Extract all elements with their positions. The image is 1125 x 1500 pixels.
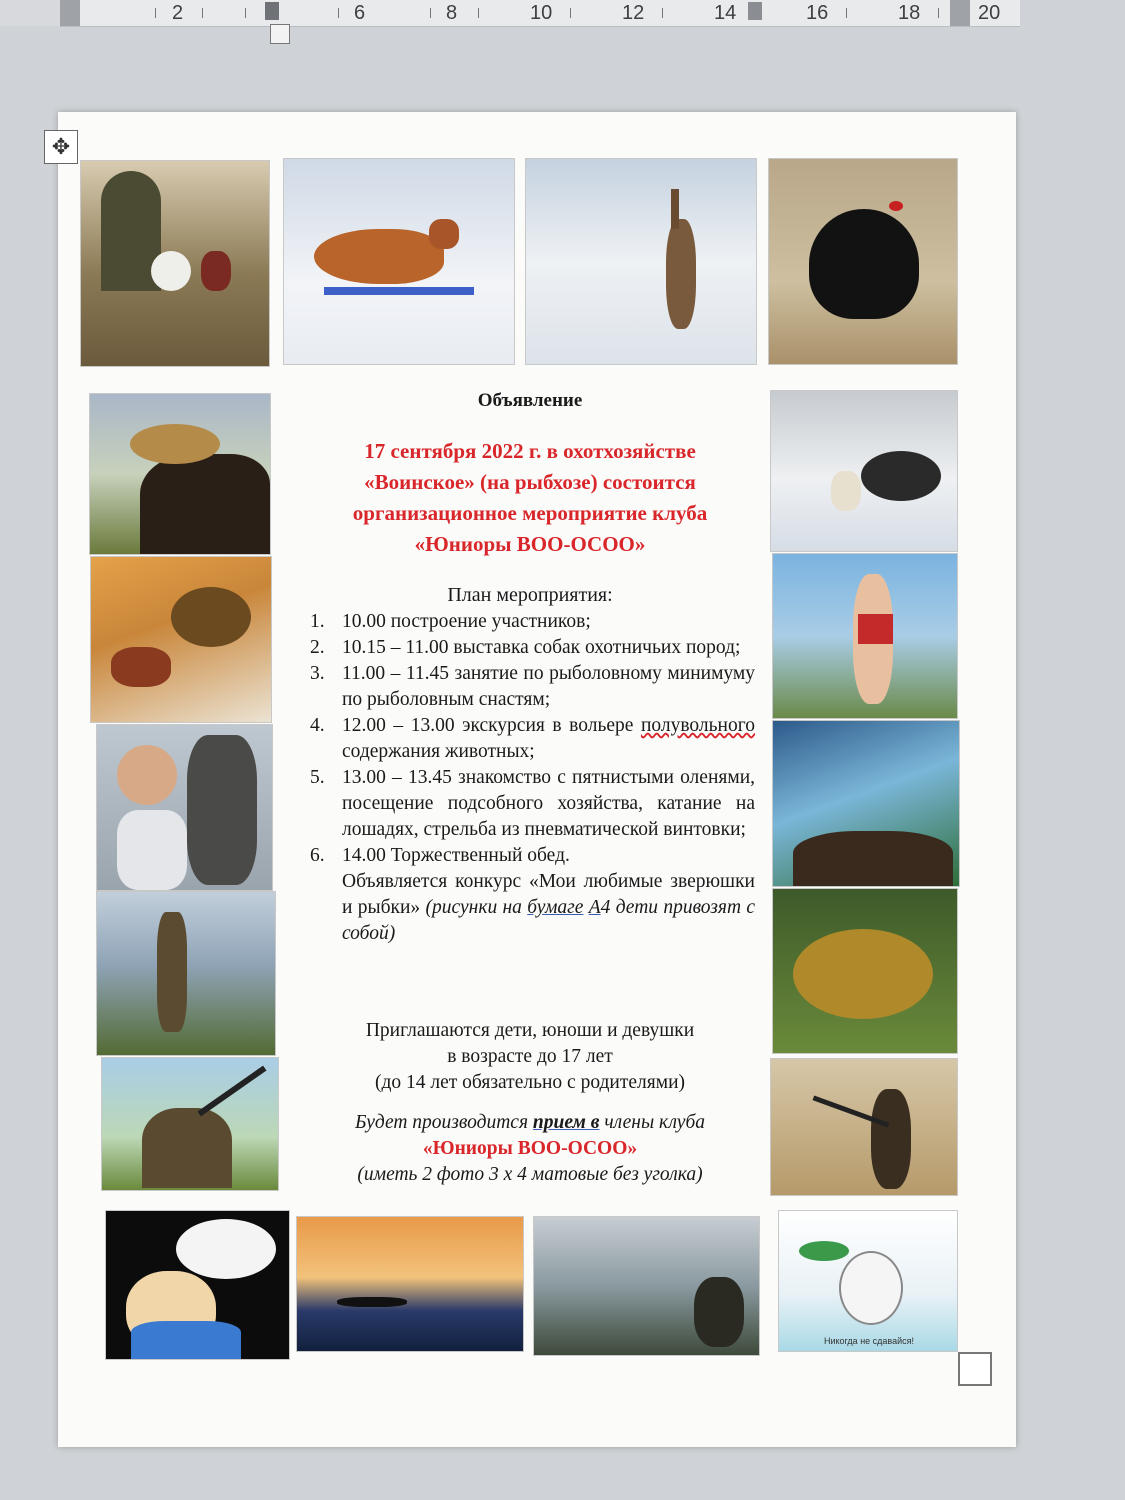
ruler-tick xyxy=(478,8,479,18)
announcement-line: «Юниоры ВОО-ОСОО» xyxy=(414,532,646,556)
plan-item-number: 2. xyxy=(310,637,325,658)
document-heading: Объявление xyxy=(477,390,583,411)
plan-item xyxy=(310,843,755,947)
invite-line: (до 14 лет обязательно с родителями) xyxy=(374,1072,686,1093)
table-move-handle-icon[interactable]: ✥ xyxy=(44,130,78,164)
photo-woman-hunter xyxy=(770,1058,958,1196)
ruler-number: 2 xyxy=(172,2,184,24)
plan-item xyxy=(310,609,755,635)
grammar-word[interactable]: бумаге xyxy=(527,897,584,918)
ruler-number: 8 xyxy=(446,2,458,24)
announcement-line: 17 сентября 2022 г. в охотхозяйстве xyxy=(364,439,696,463)
ruler-number: 14 xyxy=(714,2,737,24)
plan-item-text: 10.15 – 11.00 выставка собак охотничьих пород; xyxy=(342,637,741,658)
invite-line: в возрасте до 17 лет xyxy=(447,1046,613,1067)
photo-river-angler xyxy=(533,1216,760,1356)
photo-requirement: (иметь 2 фото 3 х 4 матовые без уголка) xyxy=(357,1164,703,1185)
ruler-tick xyxy=(338,8,339,18)
membership-text: Будет производится xyxy=(354,1112,533,1133)
ruler-tick xyxy=(155,8,156,18)
photo-boy-with-dog xyxy=(96,724,273,891)
photo-black-grouse xyxy=(768,158,958,365)
horizontal-ruler[interactable] xyxy=(60,0,1020,27)
plan-list xyxy=(310,609,755,947)
ruler-tick xyxy=(202,8,203,18)
ruler-tick xyxy=(662,8,663,18)
ruler-margin-right xyxy=(950,0,970,26)
photo-angler-rocks xyxy=(772,720,960,887)
photo-hunter-shooting xyxy=(101,1057,279,1191)
indent-marker-right[interactable] xyxy=(748,2,762,20)
membership-line xyxy=(290,1110,770,1136)
plan-item-text xyxy=(342,843,755,947)
ruler-tick xyxy=(245,8,246,18)
ruler-tick xyxy=(570,8,571,18)
photo-geese-dog xyxy=(770,390,958,552)
ruler-tick xyxy=(846,8,847,18)
plan-item-number: 5. xyxy=(310,767,325,788)
plan-item-number: 3. xyxy=(310,663,325,684)
plan-item-text-part: содержания животных; xyxy=(342,741,535,762)
plan-item xyxy=(310,713,755,765)
photo-fox xyxy=(283,158,515,365)
plan-item-number: 6. xyxy=(310,845,325,866)
grammar-word[interactable]: А xyxy=(588,897,601,918)
plan-item-number: 1. xyxy=(310,611,325,632)
invite-line: Приглашаются дети, юноши и девушки xyxy=(365,1020,695,1041)
hanging-indent-marker[interactable] xyxy=(270,24,290,44)
photo-cartoon-heron xyxy=(778,1210,958,1352)
photo-sunset-boat xyxy=(296,1216,524,1352)
plan-item xyxy=(310,635,755,661)
announcement-block xyxy=(280,436,780,560)
contest-note-part: (рисунки на xyxy=(425,897,528,918)
grammar-phrase[interactable]: прием в xyxy=(532,1112,600,1133)
photo-hunt-riders xyxy=(80,160,270,367)
plan-title: План мероприятия: xyxy=(447,584,613,606)
membership-block xyxy=(290,1110,770,1188)
indent-marker-left[interactable] xyxy=(265,2,279,20)
photo-carp-fish xyxy=(772,888,958,1054)
photo-fisherman-lake xyxy=(96,891,276,1056)
plan-item-text-part: 14.00 Торжественный обед. xyxy=(342,845,570,866)
ruler-number: 18 xyxy=(898,2,921,24)
plan-item-number: 4. xyxy=(310,715,325,736)
plan-item-text-part: 12.00 – 13.00 экскурсия в вольере xyxy=(342,715,641,736)
photo-girl-fishing xyxy=(772,553,958,719)
invite-block xyxy=(290,1018,770,1096)
ruler-margin-left xyxy=(60,0,80,26)
photo-cartoon-dreaming-fisher xyxy=(105,1210,290,1360)
announcement-line: «Воинское» (на рыбхозе) состоится xyxy=(364,470,696,494)
ruler-number: 16 xyxy=(806,2,829,24)
plan-item xyxy=(310,661,755,713)
plan-item-text: 13.00 – 13.45 знакомство с пятнистыми оленями, посещение подсобного хозяйства, катание на лошадях, стрельба из пневматической винтовки; xyxy=(342,767,755,840)
ruler-number: 10 xyxy=(530,2,553,24)
photo-pheasant-dog xyxy=(90,556,272,723)
photo-moose xyxy=(89,393,271,555)
plan-item-text: 11.00 – 11.45 занятие по рыболовному минимуму по рыболовным снастям; xyxy=(342,663,755,710)
plan-item xyxy=(310,765,755,843)
ruler-number: 6 xyxy=(354,2,366,24)
contest-note-part: 4 дети привозят с собой) xyxy=(342,897,756,944)
ruler-tick xyxy=(938,8,939,18)
table-resize-handle-icon[interactable] xyxy=(958,1352,992,1386)
ruler-left-area xyxy=(0,0,60,26)
contest-text: Объявляется конкурс «Мои любимые зверюшки и рыбки» xyxy=(342,871,755,918)
photo-hare xyxy=(525,158,757,365)
plan-item-text xyxy=(342,713,755,765)
spellcheck-word[interactable]: полувольного xyxy=(640,715,755,736)
ruler-tick xyxy=(430,8,431,18)
plan-item-text: 10.00 построение участников; xyxy=(342,611,591,632)
heron-caption: Никогда не сдавайся! xyxy=(823,1336,915,1346)
membership-text: члены клуба xyxy=(599,1112,706,1133)
announcement-line: организационное мероприятие клуба xyxy=(352,501,708,525)
ruler-number: 20 xyxy=(978,2,1001,24)
ruler-number: 12 xyxy=(622,2,645,24)
club-name: «Юниоры ВОО-ОСОО» xyxy=(422,1138,638,1159)
